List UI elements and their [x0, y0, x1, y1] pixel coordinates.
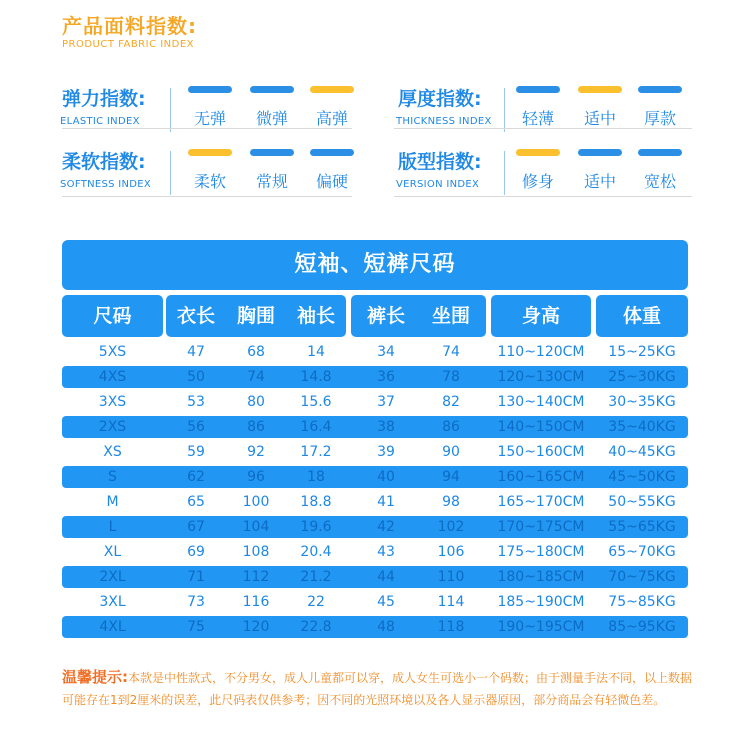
table-cell: 116: [242, 594, 270, 610]
table-cell: 18: [307, 469, 325, 485]
table-cell: 70~75KG: [608, 569, 676, 585]
divider: [170, 151, 171, 195]
table-cell: 40: [377, 469, 395, 485]
table-cell: 108: [242, 544, 270, 560]
table-cell: 100: [242, 494, 270, 510]
table-cell: 110: [437, 569, 465, 585]
fabric-index-label: 弹力指数:: [62, 88, 146, 110]
table-cell: 15~25KG: [608, 344, 676, 360]
table-cell: 120: [242, 619, 270, 635]
table-cell: 21.2: [300, 569, 332, 585]
table-cell: 71: [187, 569, 205, 585]
table-cell: 90: [442, 444, 460, 460]
table-cell: 80: [247, 394, 265, 410]
col-head-pants: [351, 295, 486, 337]
index-bar: [578, 149, 622, 156]
table-cell: 94: [442, 469, 460, 485]
index-bar: [638, 86, 682, 93]
fabric-index-label: 版型指数:: [398, 151, 482, 173]
table-cell: 74: [247, 369, 265, 385]
table-cell: 130~140CM: [497, 394, 585, 410]
col-label-height: 身高: [521, 305, 560, 327]
index-bar-selected: [310, 86, 354, 93]
table-cell: 118: [437, 619, 465, 635]
col-label-sleeve: 袖长: [296, 305, 335, 327]
table-cell: 50: [187, 369, 205, 385]
table-cell: 14.8: [300, 369, 332, 385]
table-cell: 34: [377, 344, 395, 360]
table-cell: 78: [442, 369, 460, 385]
table-cell: 4XS: [98, 369, 127, 385]
table-row: [62, 341, 688, 363]
fabric-index-label-en: THICKNESS INDEX: [396, 116, 492, 127]
table-cell: 3XL: [99, 594, 126, 610]
col-label-length: 衣长: [176, 305, 215, 327]
index-option-label: 轻薄: [521, 109, 554, 128]
table-row: [62, 366, 688, 388]
table-cell: 82: [442, 394, 460, 410]
col-head-height: [491, 295, 591, 337]
table-cell: 104: [242, 519, 270, 535]
index-bar: [188, 86, 232, 93]
table-cell: 20.4: [300, 544, 332, 560]
table-cell: 96: [247, 469, 265, 485]
col-head-top: [166, 295, 346, 337]
index-bar-selected: [516, 149, 560, 156]
fabric-index-label-en: ELASTIC INDEX: [60, 116, 140, 127]
table-cell: 185~190CM: [497, 594, 585, 610]
divider: [504, 88, 505, 132]
index-option-label: 修身: [521, 172, 554, 191]
divider: [504, 151, 505, 195]
table-cell: 16.4: [300, 419, 332, 435]
table-cell: 35~40KG: [608, 419, 676, 435]
table-cell: 140~150CM: [497, 419, 585, 435]
table-cell: XS: [103, 444, 122, 460]
table-cell: 17.2: [300, 444, 332, 460]
table-cell: 40~45KG: [608, 444, 676, 460]
index-option-label: 适中: [583, 109, 616, 128]
table-cell: 44: [377, 569, 395, 585]
table-cell: 170~175CM: [497, 519, 585, 535]
table-cell: 65~70KG: [608, 544, 676, 560]
table-cell: 86: [442, 419, 460, 435]
table-row: [62, 616, 688, 638]
table-cell: 50~55KG: [608, 494, 676, 510]
index-bar-selected: [188, 149, 232, 156]
table-cell: 69: [187, 544, 205, 560]
table-cell: 55~65KG: [608, 519, 676, 535]
index-bar: [250, 86, 294, 93]
index-option-label: 柔软: [193, 172, 226, 191]
col-label-size: 尺码: [93, 305, 132, 327]
warm-tips: [62, 666, 692, 711]
table-cell: 68: [247, 344, 265, 360]
table-cell: 47: [187, 344, 205, 360]
table-cell: 114: [437, 594, 465, 610]
index-option-label: 无弹: [193, 109, 226, 128]
index-bar-selected: [578, 86, 622, 93]
divider: [394, 196, 692, 197]
col-head-weight: [596, 295, 688, 337]
index-bar: [516, 86, 560, 93]
index-option-label: 宽松: [643, 172, 676, 191]
table-cell: 75: [187, 619, 205, 635]
table-row: [62, 416, 688, 438]
index-bar: [250, 149, 294, 156]
table-cell: 39: [377, 444, 395, 460]
col-head-size: [62, 295, 163, 337]
table-row: [62, 541, 688, 563]
table-cell: 75~85KG: [608, 594, 676, 610]
index-option-label: 厚款: [643, 109, 676, 128]
index-option-label: 偏硬: [315, 172, 348, 191]
index-bar: [638, 149, 682, 156]
table-cell: 112: [242, 569, 270, 585]
table-cell: 4XL: [99, 619, 126, 635]
table-cell: 190~195CM: [497, 619, 585, 635]
table-row: [62, 441, 688, 463]
col-label-hip: 坐围: [431, 305, 470, 327]
table-cell: 45~50KG: [608, 469, 676, 485]
table-cell: 86: [247, 419, 265, 435]
table-cell: 41: [377, 494, 395, 510]
table-cell: 22: [307, 594, 325, 610]
table-cell: 25~30KG: [608, 369, 676, 385]
table-cell: 48: [377, 619, 395, 635]
table-cell: L: [108, 519, 117, 535]
table-row: [62, 391, 688, 413]
table-row: [62, 491, 688, 513]
fabric-index-subtitle: PRODUCT FABRIC INDEX: [62, 39, 195, 50]
table-cell: 67: [187, 519, 205, 535]
table-cell: S: [108, 469, 117, 485]
table-row: [62, 516, 688, 538]
table-cell: 14: [307, 344, 325, 360]
table-cell: 120~130CM: [497, 369, 585, 385]
table-cell: 5XS: [98, 344, 127, 360]
table-cell: 175~180CM: [497, 544, 585, 560]
table-cell: 30~35KG: [608, 394, 676, 410]
table-cell: 56: [187, 419, 205, 435]
fabric-index-label: 厚度指数:: [398, 88, 482, 110]
warm-tips-label: 温馨提示:: [62, 668, 128, 686]
table-cell: 73: [187, 594, 205, 610]
fabric-index-label: 柔软指数:: [62, 151, 146, 173]
table-cell: 42: [377, 519, 395, 535]
table-cell: 19.6: [300, 519, 332, 535]
table-cell: 45: [377, 594, 395, 610]
table-row: [62, 466, 688, 488]
table-cell: M: [106, 494, 119, 510]
table-cell: 2XL: [99, 569, 126, 585]
table-cell: 22.8: [300, 619, 332, 635]
table-cell: 62: [187, 469, 205, 485]
table-cell: 59: [187, 444, 205, 460]
table-row: [62, 591, 688, 613]
table-cell: 106: [437, 544, 465, 560]
table-cell: 3XS: [98, 394, 127, 410]
table-cell: 18.8: [300, 494, 332, 510]
divider: [170, 88, 171, 132]
table-cell: 165~170CM: [497, 494, 585, 510]
table-cell: 110~120CM: [497, 344, 585, 360]
table-row: [62, 566, 688, 588]
size-table-title: 短袖、短裤尺码: [62, 240, 688, 290]
table-cell: 2XS: [98, 419, 127, 435]
table-cell: 65: [187, 494, 205, 510]
table-cell: 160~165CM: [497, 469, 585, 485]
table-cell: 150~160CM: [497, 444, 585, 460]
col-label-weight: 体重: [622, 305, 661, 327]
index-option-label: 微弹: [255, 109, 288, 128]
index-option-label: 高弹: [315, 109, 348, 128]
table-cell: 98: [442, 494, 460, 510]
table-cell: 36: [377, 369, 395, 385]
table-cell: 180~185CM: [497, 569, 585, 585]
fabric-index-label-en: SOFTNESS INDEX: [60, 179, 152, 190]
col-label-pants-length: 裤长: [366, 305, 405, 327]
index-option-label: 常规: [255, 172, 288, 191]
table-cell: 38: [377, 419, 395, 435]
table-cell: 102: [437, 519, 465, 535]
table-cell: XL: [103, 544, 122, 560]
table-cell: 92: [247, 444, 265, 460]
table-cell: 15.6: [300, 394, 332, 410]
table-cell: 74: [442, 344, 460, 360]
table-cell: 43: [377, 544, 395, 560]
table-cell: 37: [377, 394, 395, 410]
warm-tips-text: 本款是中性款式，不分男女，成人儿童都可以穿，成人女生可选小一个码数；由于测量手法不同，以上数据可能存在1到2厘米的误差，此尺码表仅供参考；因不同的光照环境以及各人显示器原因，部分商品会有轻微色差。: [62, 671, 693, 707]
fabric-index-title: 产品面料指数:: [62, 14, 197, 38]
index-option-label: 适中: [583, 172, 616, 191]
table-cell: 85~95KG: [608, 619, 676, 635]
col-label-chest: 胸围: [236, 305, 275, 327]
fabric-index-label-en: VERSION INDEX: [396, 179, 480, 190]
table-cell: 53: [187, 394, 205, 410]
divider: [62, 196, 352, 197]
index-bar: [310, 149, 354, 156]
